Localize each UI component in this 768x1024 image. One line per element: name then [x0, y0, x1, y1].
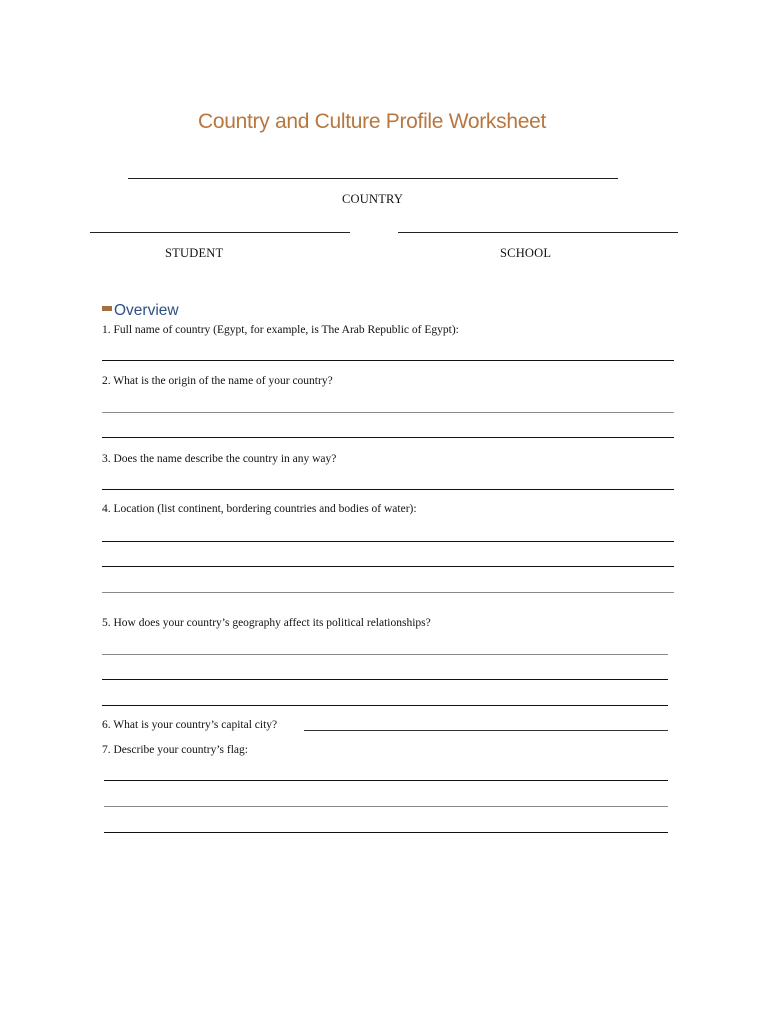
question-3: 3. Does the name describe the country in any way?	[102, 453, 337, 465]
answer-line-q4-c[interactable]	[102, 592, 674, 593]
student-field-line[interactable]	[90, 232, 350, 233]
answer-line-q7-b[interactable]	[104, 806, 668, 807]
school-label: SCHOOL	[500, 246, 552, 260]
worksheet-title: Country and Culture Profile Worksheet	[197, 110, 546, 133]
answer-line-q4-a[interactable]	[102, 541, 674, 542]
student-label: STUDENT	[165, 246, 224, 260]
answer-line-q5-a[interactable]	[102, 654, 668, 655]
answer-line-q5-b[interactable]	[102, 679, 668, 680]
answer-line-q7-c[interactable]	[104, 832, 668, 833]
section-marker-icon	[102, 306, 112, 311]
answer-line-q2-a[interactable]	[102, 412, 674, 413]
country-field-line[interactable]	[128, 178, 618, 179]
question-5: 5. How does your country’s geography affect its political relationships?	[102, 617, 431, 629]
section-heading	[102, 302, 179, 320]
answer-line-q2-b[interactable]	[102, 437, 674, 438]
country-label: COUNTRY	[342, 192, 404, 206]
answer-line-q1[interactable]	[102, 360, 674, 361]
question-4: 4. Location (list continent, bordering countries and bodies of water):	[102, 503, 417, 515]
question-1: 1. Full name of country (Egypt, for example, is The Arab Republic of Egypt):	[102, 324, 459, 336]
answer-line-q5-c[interactable]	[102, 705, 668, 706]
section-title: Overview	[114, 302, 179, 319]
question-7: 7. Describe your country’s flag:	[102, 744, 248, 756]
question-6: 6. What is your country’s capital city?	[102, 719, 278, 731]
answer-line-q7-a[interactable]	[104, 780, 668, 781]
school-field-line[interactable]	[398, 232, 678, 233]
answer-line-q6[interactable]	[304, 730, 668, 731]
answer-line-q4-b[interactable]	[102, 566, 674, 567]
answer-line-q3[interactable]	[102, 489, 674, 490]
question-2: 2. What is the origin of the name of your country?	[102, 375, 333, 387]
